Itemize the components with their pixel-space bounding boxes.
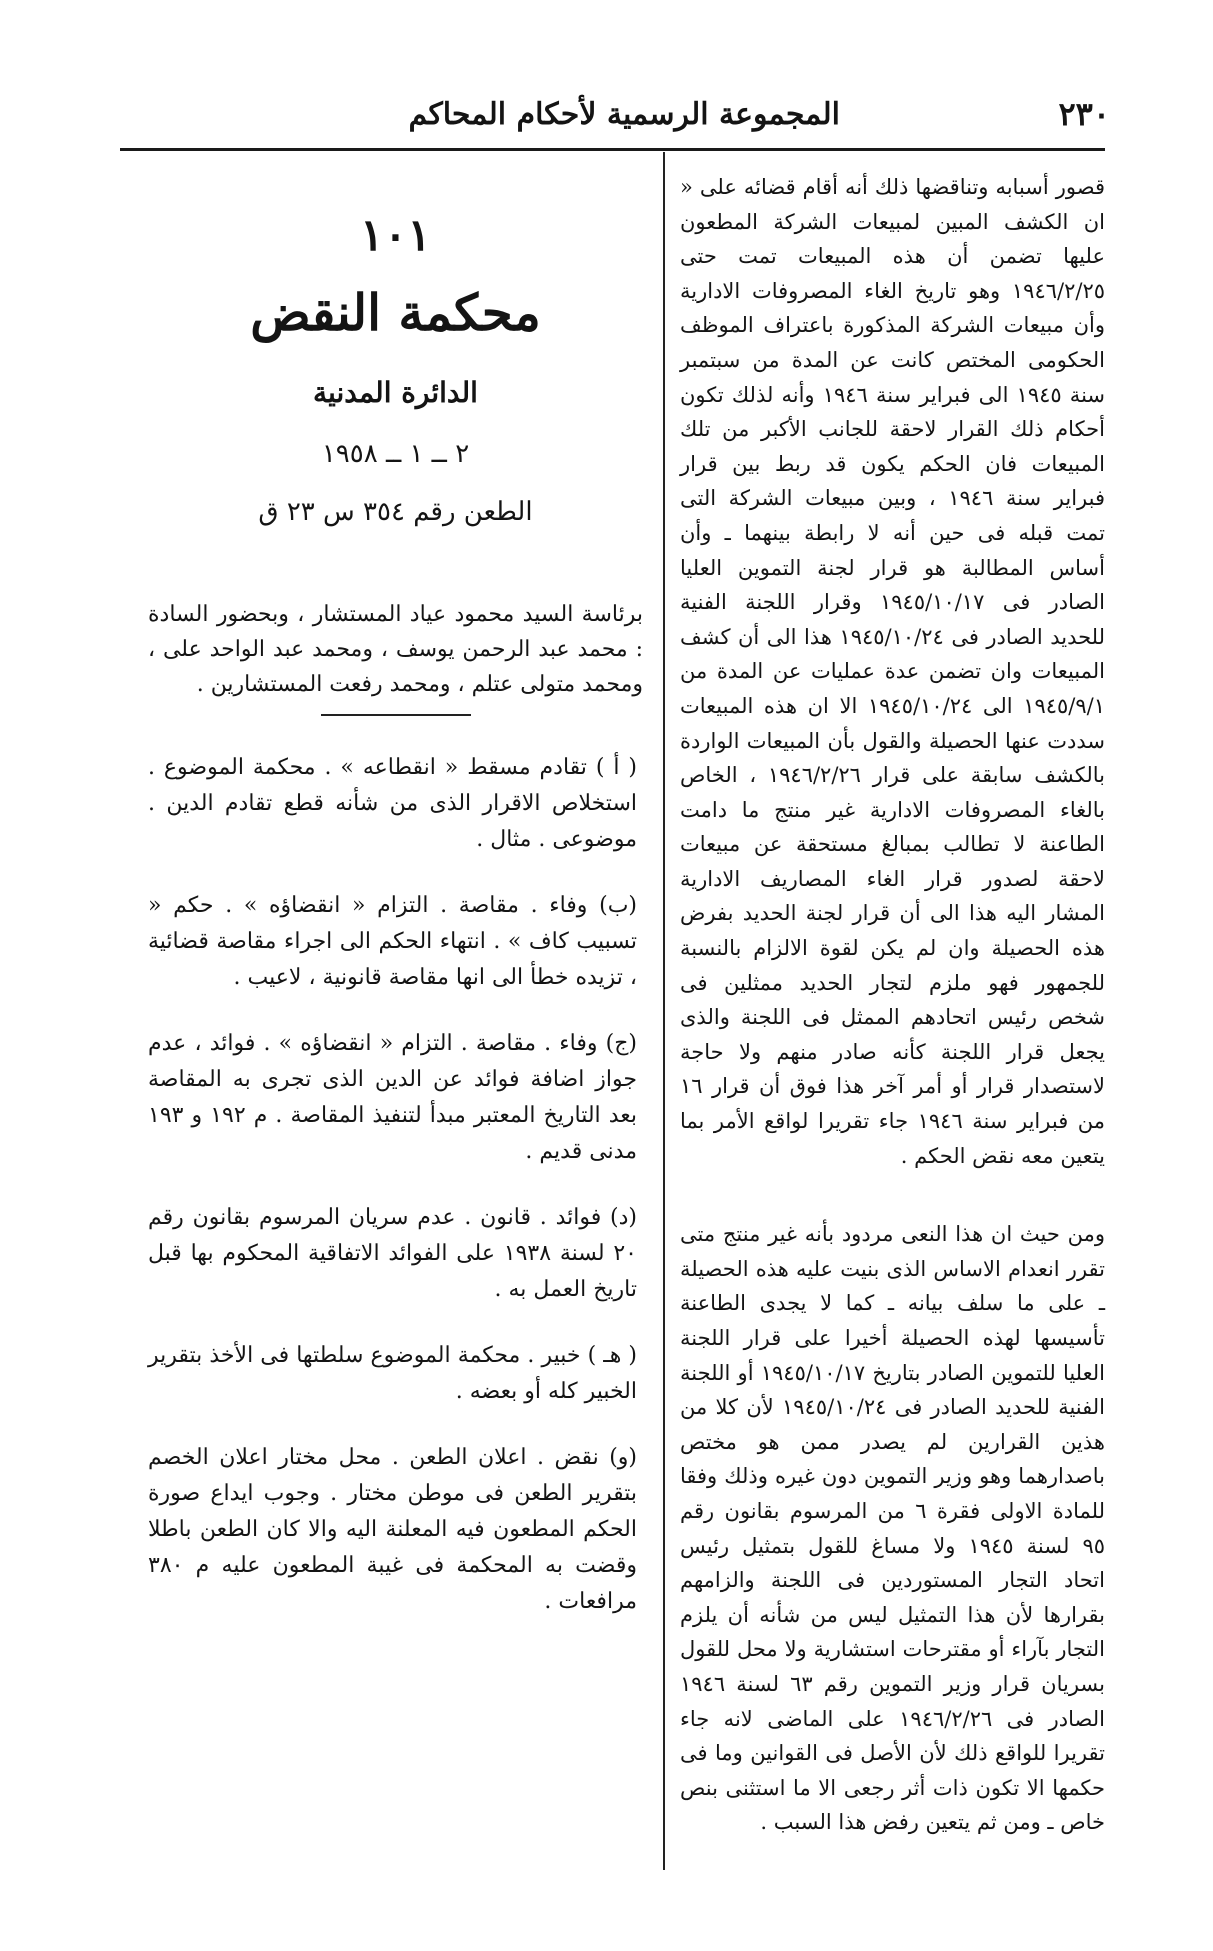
appeal-reference: الطعن رقم ٣٥٤ س ٢٣ ق: [258, 497, 533, 527]
headnote: ( أ ) تقادم مسقط « انقطاعه » . محكمة الموضوع . استخلاص الاقرار الذى من شأنه قطع تقادم الدين . موضوعى . مثال .: [148, 755, 637, 852]
chamber-name: الدائرة المدنية: [313, 376, 478, 409]
header-rule: [120, 148, 1105, 151]
headnote: (ب) وفاء . مقاصة . التزام « انقضاؤه » . حكم « تسبيب كاف » . انتهاء الحكم الى اجراء مقاصة قضائية ، تزيده خطأ الى انها مقاصة قانونية ، لاعيب .: [148, 893, 637, 990]
decision-date: ٢ ــ ١ ــ ١٩٥٨: [321, 439, 470, 469]
case-number: ١٠١: [360, 210, 431, 261]
left-column: [148, 200, 643, 1650]
running-title: المجموعة الرسمية لأحكام المحاكم: [408, 96, 840, 132]
headnote: (ج) وفاء . مقاصة . التزام « انقضاؤه » . فوائد ، عدم جواز اضافة فوائد عن الدين الذى تجرى به المقاصة بعد التاريخ المعتبر مبدأ لتنفيذ المقاصة . م ١٩٢ و ١٩٣ مدنى قديم .: [148, 1031, 637, 1164]
court-name: محكمة النقض: [250, 283, 541, 342]
section-divider: [321, 714, 471, 716]
column-divider: [663, 152, 665, 1870]
right-column: [680, 170, 1105, 1840]
headnote: ( هـ ) خبير . محكمة الموضوع سلطتها فى الأخذ بتقرير الخبير كله أو بعضه .: [148, 1343, 637, 1404]
bench-composition: برئاسة السيد محمود عياد المستشار ، وبحضور السادة : محمد عبد الرحمن يوسف ، ومحمد عبد الواحد على ، ومحمد متولى عتلم ، ومحمد رفعت المستشارين .: [148, 602, 643, 697]
page-number: ٢٣٠: [1058, 95, 1110, 133]
body-paragraph: قصور أسبابه وتناقضها ذلك أنه أقام قضائه على « ان الكشف المبين لمبيعات الشركة المطعون عليها تضمن أن هذه المبيعات تمت حتى ١٩٤٦/٢/٢٥ وهو تاريخ الغاء المصروفات الادارية وأن مبيعات الشركة المذكورة باعتراف الموظف الحكومى المختص كانت عن المدة من سبتمبر سنة ١٩٤٥ الى فبراير سنة ١٩٤٦ وأنه لذلك تكون أحكام ذلك القرار لاحقة للجانب الأكبر من تلك المبيعات فان الحكم يكون قد ربط بين قرار فبراير سنة ١٩٤٦ ، وبين مبيعات الشركة التى تمت قبله فى حين أنه لا رابطة بينهما ـ وأن أساس المطالبة هو قرار لجنة التموين العليا الصادر فى ١٩٤٥/١٠/١٧ وقرار اللجنة الفنية للحديد الصادر فى ١٩٤٥/١٠/٢٤ هذا الى أن كشف المبيعات وان تضمن عدة عمليات عن المدة من ١٩٤٥/٩/١ الى ١٩٤٥/١٠/٢٤ الا ان هذه المبيعات سددت عنها الحصيلة والقول بأن المبيعات الواردة بالكشف سابقة على قرار ١٩٤٦/٢/٢٦ ، الخاص بالغاء المصروفات الادارية غير منتج ما دامت الطاعنة لا تطالب بمبالغ مستحقة عن مبيعات لاحقة لصدور قرار الغاء المصاريف الادارية المشار اليه هذا الى أن قرار لجنة الحديد بفرض هذه الحصيلة وان لم يكن لقوة الالزام بالنسبة للجمهور فهو ملزم لتجار الحديد ممثلين فى شخص رئيس اتحادهم الممثل فى اللجنة والذى يجعل قرار اللجنة كأنه صادر منهم ولا حاجة لاستصدار قرار أو أمر آخر هذا فوق أن قرار ١٦ من فبراير سنة ١٩٤٦ جاء تقريرا لواقع الأمر بما يتعين معه نقض الحكم .: [680, 175, 1106, 1168]
page-header: [110, 86, 1110, 142]
headnote: (د) فوائد . قانون . عدم سريان المرسوم بقانون رقم ٢٠ لسنة ١٩٣٨ على الفوائد الاتفاقية المحكوم بها قبل تاريخ العمل به .: [148, 1205, 637, 1302]
body-paragraph: ومن حيث ان هذا النعى مردود بأنه غير منتج متى تقرر انعدام الاساس الذى بنيت عليه هذه الحصيلة ـ على ما سلف بيانه ـ كما لا يجدى الطاعنة تأسيسها لهذه الحصيلة أخيرا على قرار اللجنة العليا للتموين الصادر بتاريخ ١٩٤٥/١٠/١٧ أو اللجنة الفنية للحديد الصادر فى ١٩٤٥/١٠/٢٤ لأن كلا من هذين القرارين لم يصدر ممن هو مختص باصدارهما وهو وزير التموين دون غيره وذلك وفقا للمادة الاولى فقرة ٦ من المرسوم بقانون رقم ٩٥ لسنة ١٩٤٥ ولا مساغ للقول بتمثيل رئيس اتحاد التجار المستوردين فى اللجنة والزامهم بقرارها لأن هذا التمثيل ليس من شأنه أن يلزم التجار بآراء أو مقترحات استشارية ولا محل للقول بسريان قرار وزير التموين رقم ٦٣ لسنة ١٩٤٦ الصادر فى ١٩٤٦/٢/٢٦ على الماضى لانه جاء تقريرا للواقع ذلك لأن الأصل فى القوانين وما فى حكمها الا تكون ذات أثر رجعى الا ما استثنى بنص خاص ـ ومن ثم يتعين رفض هذا السبب .: [680, 1222, 1106, 1835]
headnote: (و) نقض . اعلان الطعن . محل مختار اعلان الخصم بتقرير الطعن فى موطن مختار . وجوب ايداع صورة الحكم المطعون فيه المعلنة اليه والا كان الطعن باطلا وقضت به المحكمة فى غيبة المطعون عليه م ٣٨٠ مرافعات .: [148, 1445, 637, 1614]
